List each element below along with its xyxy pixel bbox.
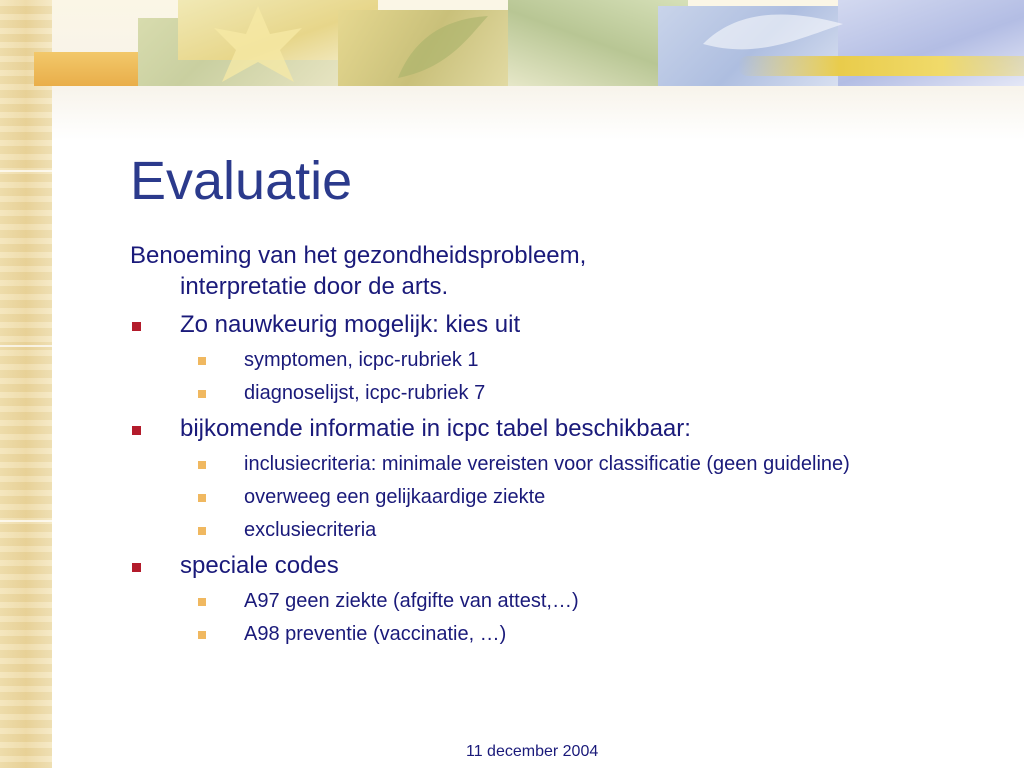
intro-line: interpretatie door de arts.: [180, 273, 449, 300]
square-bullet-icon: [198, 357, 206, 365]
square-bullet-icon: [132, 426, 141, 435]
banner-mosaic-image: [138, 0, 1024, 86]
leaf-icon: [388, 8, 498, 86]
sub-list-item: [130, 348, 930, 373]
sub-list-item-text: A98 preventie (vaccinatie, …): [244, 623, 507, 645]
list-item: [130, 310, 930, 340]
left-decorative-strip: [0, 0, 52, 768]
list-item-text: bijkomende informatie in icpc tabel beschikbaar:: [180, 415, 691, 442]
square-bullet-icon: [198, 631, 206, 639]
square-bullet-icon: [132, 563, 141, 572]
sub-list-item-text: symptomen, icpc-rubriek 1: [244, 349, 479, 371]
sub-list-item: [130, 518, 930, 543]
strip-divider: [0, 170, 52, 172]
sub-list-item: [130, 452, 930, 477]
sub-list-item: [130, 589, 930, 614]
slide-title: Evaluatie: [130, 151, 353, 211]
square-bullet-icon: [198, 461, 206, 469]
leaf-icon: [198, 4, 318, 86]
square-bullet-icon: [132, 322, 141, 331]
banner-gold-streak: [738, 56, 1024, 76]
list-item: [130, 414, 930, 444]
strip-divider: [0, 520, 52, 522]
list-item: [130, 551, 930, 581]
square-bullet-icon: [198, 527, 206, 535]
sub-list-item-text: inclusiecriteria: minimale vereisten voor classificatie (geen guideline): [244, 453, 850, 475]
sub-list-item: [130, 485, 930, 510]
sub-list-item: [130, 622, 930, 647]
sub-list-item-text: overweeg een gelijkaardige ziekte: [244, 486, 546, 508]
square-bullet-icon: [198, 598, 206, 606]
banner-orange-bar: [34, 52, 138, 86]
list-item-text: Zo nauwkeurig mogelijk: kies uit: [180, 311, 521, 338]
footer-date: 11 december 2004: [466, 743, 599, 760]
sub-list-item: [130, 381, 930, 406]
sub-list-item-text: exclusiecriteria: [244, 519, 377, 541]
sub-list-item-text: diagnoselijst, icpc-rubriek 7: [244, 382, 486, 404]
leaf-icon: [698, 4, 848, 64]
strip-divider: [0, 345, 52, 347]
sub-list-item-text: A97 geen ziekte (afgifte van attest,…): [244, 590, 579, 612]
square-bullet-icon: [198, 494, 206, 502]
square-bullet-icon: [198, 390, 206, 398]
intro-line: Benoeming van het gezondheidsprobleem,: [130, 242, 587, 269]
slide-body: [130, 240, 930, 647]
intro-paragraph: [130, 240, 930, 302]
list-item-text: speciale codes: [180, 552, 339, 579]
